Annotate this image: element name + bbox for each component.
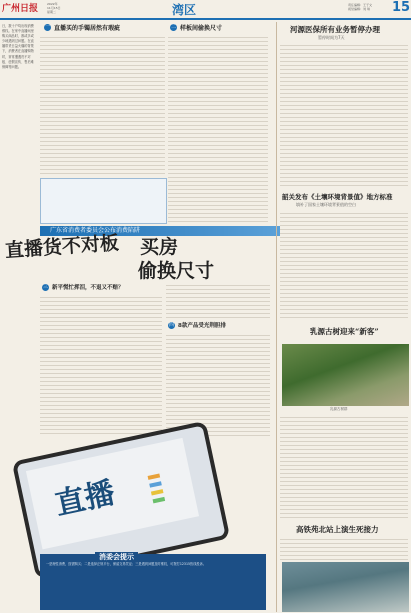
article-headline: 河源医保所有业务暂停办理 — [290, 25, 380, 34]
color-bar — [153, 497, 166, 503]
article-body — [280, 414, 408, 518]
date-line: 11月15日 — [47, 6, 61, 10]
tip-box-title: 消委会提示 — [95, 552, 138, 562]
phone-screen — [26, 438, 199, 550]
page-number: 15 — [392, 0, 411, 15]
article-headline: 韶关发布《土壤环境背景值》地方标准 — [282, 193, 393, 201]
ancient-trees-photo — [282, 344, 409, 406]
date-line: 星期二 — [47, 10, 57, 14]
article-body — [168, 34, 268, 222]
tip-box — [40, 554, 266, 610]
section-number-badge: 一 — [44, 24, 50, 30]
column-divider — [276, 22, 277, 612]
live-stream-label: 直播 — [52, 475, 118, 523]
banner-headline: 直播货不对板 — [4, 232, 120, 262]
photo-caption: 乳源古树群 — [330, 407, 348, 411]
article-body — [280, 210, 408, 320]
article-body — [166, 332, 270, 436]
article-headline: 乳源古树迎来“新客” — [310, 327, 379, 336]
article-headline: 高铁苑北站上演生死接力 — [296, 525, 379, 534]
article-headline: 8款产品受光荆胆排 — [178, 323, 226, 329]
section-title: 湾区 — [172, 3, 197, 17]
article-body — [280, 42, 408, 186]
article-subheadline: 填补了国家土壤环境背景值的空白 — [296, 202, 356, 207]
editor-line: 责任编辑：王子文 — [348, 3, 373, 7]
editor-line: 视觉编辑：刘 琪 — [348, 7, 370, 11]
color-bar — [148, 473, 161, 479]
tip-text: 一是理性消费，按需购买；二是选择正规平台，保留交易凭证；三是遇到问题及时维权，可拨打12315热线投诉。 — [46, 562, 206, 566]
editor-credits — [348, 3, 388, 11]
date-line: 2022年 — [47, 2, 58, 6]
section-number-badge: 三 — [42, 284, 48, 290]
section-number-badge: 二 — [170, 24, 176, 30]
color-bar — [151, 489, 164, 495]
article-body — [40, 294, 162, 434]
issue-date — [47, 2, 85, 14]
color-bar — [149, 481, 162, 487]
banner-kicker: 广东省消费者委员会公布消费陷阱 — [40, 226, 280, 236]
article-headline: 样板间偷换尺寸 — [180, 25, 223, 32]
article-body — [280, 536, 408, 560]
article-subheadline: 暂停时间为7天 — [318, 35, 345, 40]
newspaper-logo: 广州日报 — [2, 4, 39, 14]
quote-box — [40, 178, 167, 224]
article-body — [40, 34, 165, 174]
train-station-photo — [282, 562, 409, 612]
article-body — [166, 282, 270, 318]
article-headline: 直播买的手镯居然有瑕疵 — [54, 25, 121, 32]
banner-headline: 买房 — [140, 236, 179, 258]
section-number-badge: 四 — [168, 322, 174, 328]
left-strip-text: 日，数十户均出现消费维权。在家中直播间里购买商品时，都或多或少地遇到过问题。在直播带货日益火爆的背景下，消费者在直播购物时，常常遭遇货不对板、虚假宣传、售后难保障等问题。 — [2, 24, 34, 69]
article-headline: 新平慌忙挥泪，不退又不赔？ — [52, 285, 124, 291]
banner-headline: 偷换尺寸 — [138, 260, 215, 282]
